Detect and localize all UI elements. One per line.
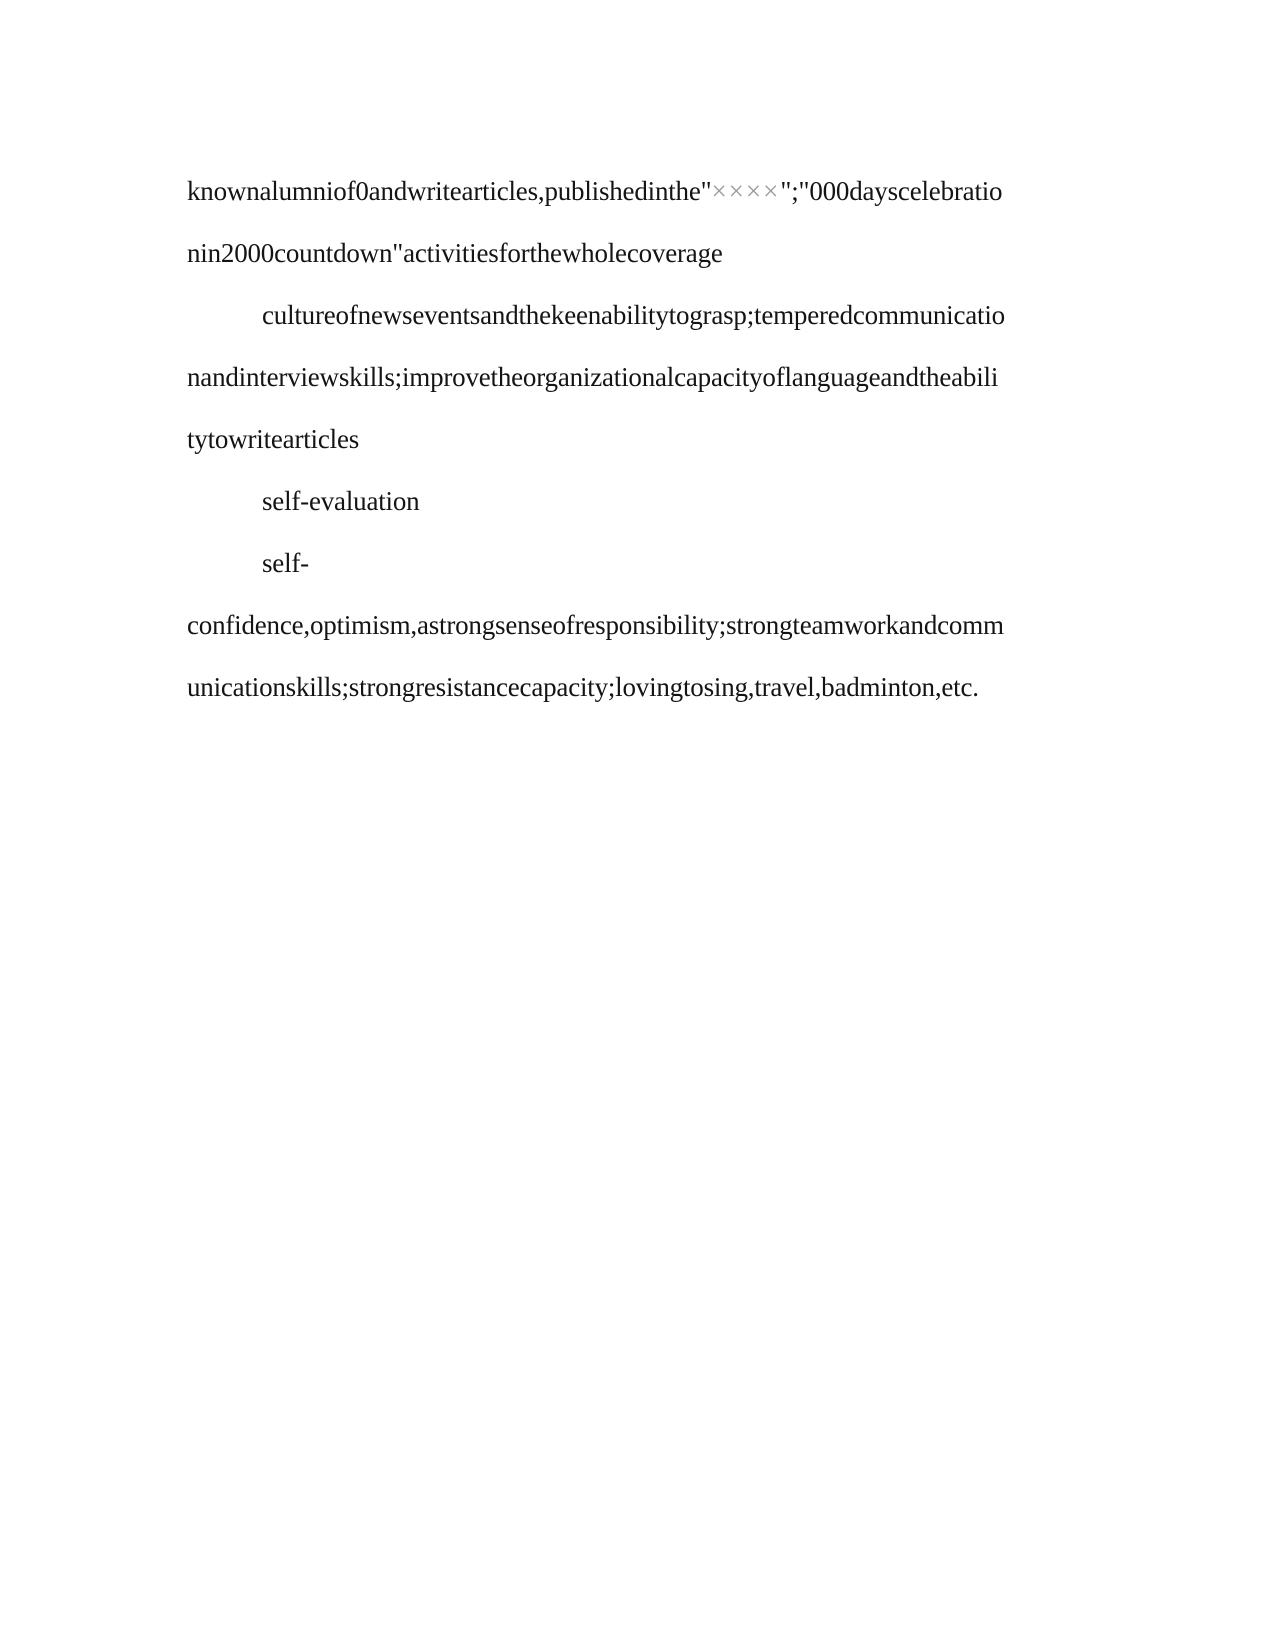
text-line bbox=[187, 160, 1087, 222]
text-line: nandinterviewskills;improvetheorganizationalcapacityoflanguageandtheabili bbox=[187, 362, 999, 392]
text-fragment: ";"000dayscelebratio bbox=[780, 176, 1003, 206]
text-line: self- bbox=[262, 548, 309, 578]
text-line: unicationskills;strongresistancecapacity;lovingtosing,travel,badminton,etc. bbox=[187, 672, 979, 702]
text-line: tytowritearticles bbox=[187, 424, 360, 454]
text-fragment: knownalumniof0andwritearticles,publishedinthe" bbox=[187, 176, 712, 206]
redacted-mark: ×××× bbox=[711, 176, 781, 206]
text-line: nin2000countdown"activitiesforthewholecoverage bbox=[187, 238, 723, 268]
section-heading-self-evaluation: self-evaluation bbox=[262, 486, 420, 516]
text-line: confidence,optimism,astrongsenseofresponsibility;strongteamworkandcomm bbox=[187, 610, 1004, 640]
document-body bbox=[187, 160, 1087, 718]
text-line: cultureofnewseventsandthekeenabilitytograsp;temperedcommunicatio bbox=[262, 300, 1005, 330]
